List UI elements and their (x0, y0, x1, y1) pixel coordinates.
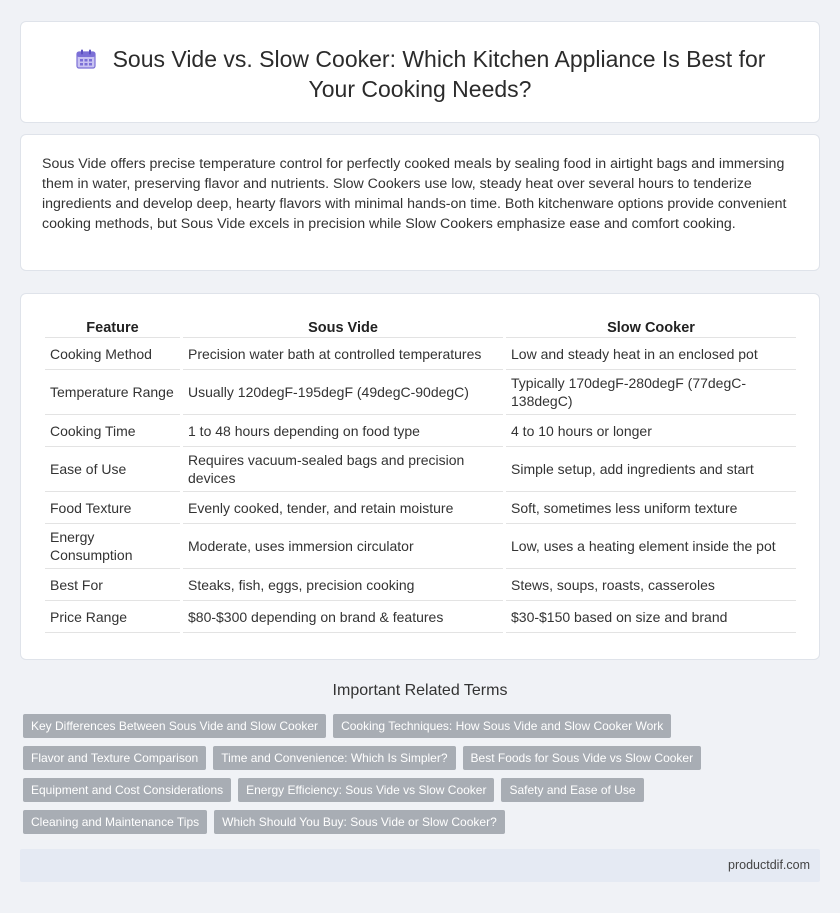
table-row (45, 370, 796, 415)
related-tag-link[interactable]: Which Should You Buy: Sous Vide or Slow Cooker? (214, 810, 505, 834)
feature-cell: Ease of Use (45, 447, 180, 492)
page-title (21, 44, 819, 104)
title-card (20, 21, 820, 123)
table-header-row (45, 314, 796, 338)
sous-vide-cell: Usually 120degF-195degF (49degC-90degC) (183, 370, 503, 415)
intro-card (20, 134, 820, 271)
related-terms-heading: Important Related Terms (332, 682, 508, 699)
table-row (45, 492, 796, 524)
related-tag-link[interactable]: Cooking Techniques: How Sous Vide and Slow Cooker Work (333, 714, 671, 738)
related-tag-link[interactable]: Safety and Ease of Use (501, 778, 643, 802)
table-row (45, 524, 796, 569)
slow-cooker-cell: Soft, sometimes less uniform texture (506, 492, 796, 524)
related-tag-link[interactable]: Flavor and Texture Comparison (23, 746, 206, 770)
header-sous-vide: Sous Vide (183, 314, 503, 338)
table-row (45, 415, 796, 447)
feature-cell: Best For (45, 569, 180, 601)
header-feature: Feature (45, 314, 180, 338)
table-row (45, 338, 796, 370)
slow-cooker-cell: 4 to 10 hours or longer (506, 415, 796, 447)
feature-cell: Price Range (45, 601, 180, 633)
related-tag-link[interactable]: Best Foods for Sous Vide vs Slow Cooker (463, 746, 702, 770)
intro-paragraph: Sous Vide offers precise temperature control for perfectly cooked meals by sealing food in airtight bags and immersing them in water, preserving flavor and nutrients. Slow Cookers use low, steady heat over several hours to tenderize ingredients and develop deep, hearty flavors with minimal hands-on time. Both kitchenware options provide convenient cooking methods, but Sous Vide excels in precision while Slow Cookers emphasize ease and comfort cooking. (42, 156, 787, 232)
sous-vide-cell: 1 to 48 hours depending on food type (183, 415, 503, 447)
feature-cell: Cooking Method (45, 338, 180, 370)
comparison-table (42, 314, 799, 633)
table-row (45, 569, 796, 601)
title-line-2: Your Cooking Needs? (308, 76, 532, 102)
table-row (45, 601, 796, 633)
table-row (45, 447, 796, 492)
sous-vide-cell: Steaks, fish, eggs, precision cooking (183, 569, 503, 601)
header-slow-cooker: Slow Cooker (506, 314, 796, 338)
calendar-icon (75, 48, 97, 70)
tag-row (23, 810, 505, 834)
slow-cooker-cell: Low and steady heat in an enclosed pot (506, 338, 796, 370)
related-tag-link[interactable]: Energy Efficiency: Sous Vide vs Slow Cooker (238, 778, 494, 802)
feature-cell: Food Texture (45, 492, 180, 524)
footer (20, 849, 820, 882)
slow-cooker-cell: Stews, soups, roasts, casseroles (506, 569, 796, 601)
related-tag-link[interactable]: Key Differences Between Sous Vide and Slow Cooker (23, 714, 326, 738)
tag-row (23, 778, 644, 802)
sous-vide-cell: Requires vacuum-sealed bags and precision devices (183, 447, 503, 492)
sous-vide-cell: Evenly cooked, tender, and retain moisture (183, 492, 503, 524)
related-tag-link[interactable]: Cleaning and Maintenance Tips (23, 810, 207, 834)
feature-cell: Cooking Time (45, 415, 180, 447)
title-line-1: Sous Vide vs. Slow Cooker: Which Kitchen Appliance Is Best for (112, 46, 766, 72)
slow-cooker-cell: Low, uses a heating element inside the pot (506, 524, 796, 569)
feature-cell: Energy Consumption (45, 524, 180, 569)
sous-vide-cell: $80-$300 depending on brand & features (183, 601, 503, 633)
tag-row (23, 746, 701, 770)
slow-cooker-cell: Typically 170degF-280degF (77degC-138degC) (506, 370, 796, 415)
comparison-card (20, 293, 820, 660)
slow-cooker-cell: Simple setup, add ingredients and start (506, 447, 796, 492)
feature-cell: Temperature Range (45, 370, 180, 415)
sous-vide-cell: Precision water bath at controlled temperatures (183, 338, 503, 370)
related-tag-link[interactable]: Time and Convenience: Which Is Simpler? (213, 746, 455, 770)
footer-site-link[interactable]: productdif.com (728, 858, 810, 872)
tag-row (23, 714, 671, 738)
related-tag-link[interactable]: Equipment and Cost Considerations (23, 778, 231, 802)
slow-cooker-cell: $30-$150 based on size and brand (506, 601, 796, 633)
sous-vide-cell: Moderate, uses immersion circulator (183, 524, 503, 569)
